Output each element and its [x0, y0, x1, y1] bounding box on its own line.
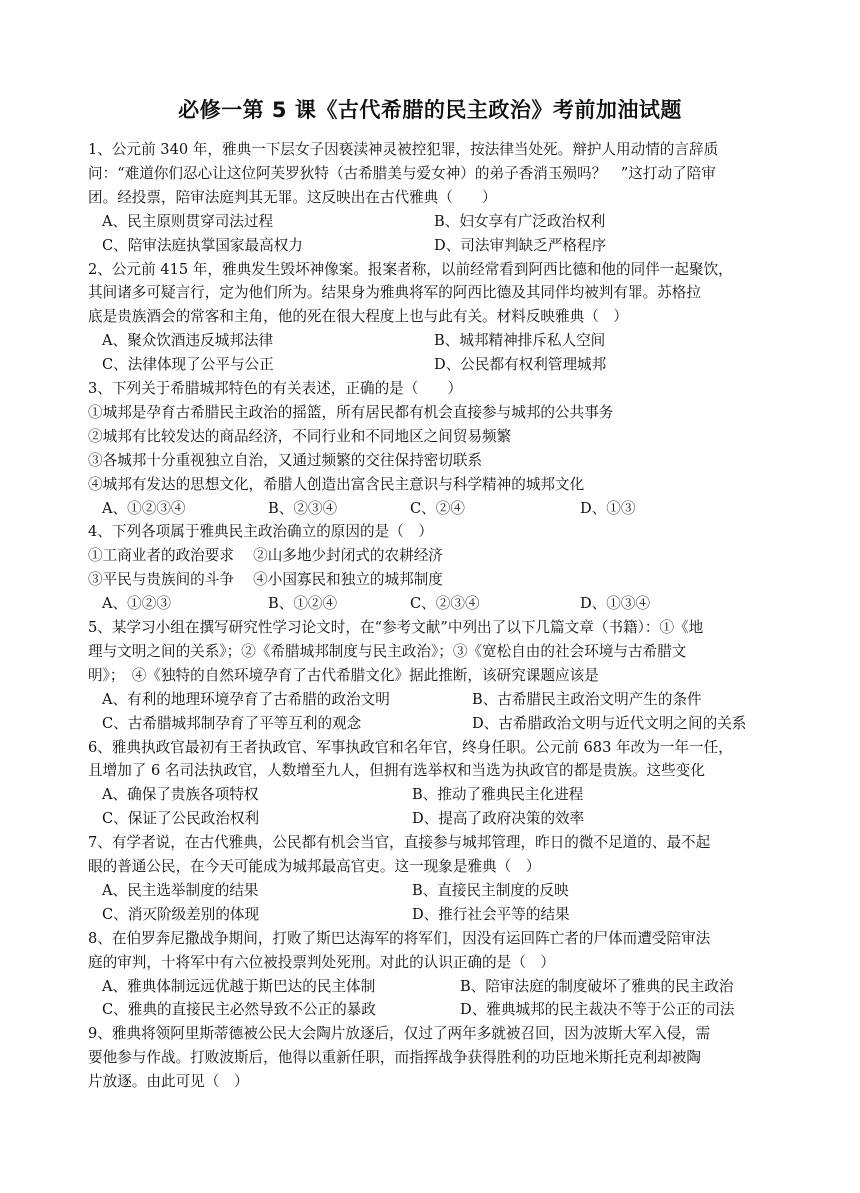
answer-option[interactable]: A、确保了贵族各项特权	[102, 786, 259, 804]
answer-option[interactable]: C、古希腊城邦制孕育了平等互利的观念	[102, 714, 362, 732]
question-text: 7、有学者说，在古代雅典，公民都有机会当官，直接参与城邦管理，昨日的微不足道的、最不起	[88, 834, 711, 852]
options-row	[88, 783, 778, 807]
options-row	[88, 903, 778, 927]
question-text: 问：“难道你们忍心让这位阿芙罗狄特（古希腊美与爱女神）的弟子香消玉殒吗？ ”这打动了陪审	[88, 164, 716, 182]
answer-option[interactable]: C、②④	[410, 499, 465, 517]
question-text: 团。经投票，陪审法庭判其无罪。这反映出在古代雅典（ ）	[88, 188, 497, 206]
options-row	[88, 879, 778, 903]
answer-option[interactable]: A、民主选举制度的结果	[102, 881, 259, 899]
question-text: ①工商业者的政治要求 ②山多地少封闭式的农耕经济	[88, 547, 443, 565]
answer-option[interactable]: D、①③	[580, 499, 636, 517]
options-row	[88, 975, 778, 999]
question-text: ④城邦有发达的思想文化，希腊人创造出富含民主意识与科学精神的城邦文化	[88, 475, 585, 493]
answer-option[interactable]: B、直接民主制度的反映	[412, 881, 569, 899]
answer-option[interactable]: C、保证了公民政治权利	[102, 810, 260, 828]
answer-option[interactable]: D、司法审判缺乏严格程序	[434, 236, 607, 254]
answer-option[interactable]: D、公民都有权利管理城邦	[434, 356, 607, 374]
answer-option[interactable]: B、古希腊民主政治文明产生的条件	[472, 690, 702, 708]
answer-option[interactable]: A、雅典体制远远优越于斯巴达的民主体制	[102, 977, 376, 995]
options-row	[88, 234, 778, 258]
options-row	[88, 497, 778, 521]
options-row	[88, 998, 778, 1022]
question-text: 底是贵族酒会的常客和主角，他的死在很大程度上也与此有关。材料反映雅典（ ）	[88, 308, 628, 326]
page-title: 必修一第 5 课《古代希腊的民主政治》考前加油试题	[178, 98, 682, 122]
question-text: 庭的审判，十将军中有六位被投票判处死刑。对此的认识正确的是（ ）	[88, 953, 556, 971]
answer-option[interactable]: C、法律体现了公平与公正	[102, 356, 274, 374]
question-text: 6、雅典执政官最初有王者执政官、军事执政官和名年官，终身任职。公元前 683 年改为一年一任，	[88, 738, 733, 756]
options-row	[88, 807, 778, 831]
answer-option[interactable]: A、①②③	[102, 595, 171, 613]
question-text: 2、公元前 415 年，雅典发生毁坏神像案。报案者称，以前经常看到阿西比德和他的同伴一起聚饮，	[88, 260, 733, 278]
answer-option[interactable]: C、消灭阶级差别的体现	[102, 905, 260, 923]
question-text: ②城邦有比较发达的商品经济，不同行业和不同地区之间贸易频繁	[88, 427, 512, 445]
answer-option[interactable]: C、②③④	[410, 595, 480, 613]
answer-option[interactable]: D、①③④	[580, 595, 651, 613]
answer-option[interactable]: B、①②④	[268, 595, 338, 613]
question-text: 明》； ④《独特的自然环境孕育了古代希腊文化》据此推断，该研究课题应该是	[88, 666, 599, 684]
answer-option[interactable]: D、推行社会平等的结果	[412, 905, 570, 923]
answer-option[interactable]: B、陪审法庭的制度破坏了雅典的民主政治	[460, 977, 734, 995]
options-row	[88, 353, 778, 377]
question-text: 5、某学习小组在撰写研究性学习论文时，在“参考文献”中列出了以下几篇文章（书籍）：①《地	[88, 619, 704, 636]
question-text: ③平民与贵族间的斗争 ④小国寡民和独立的城邦制度	[88, 571, 443, 589]
options-row	[88, 712, 778, 736]
answer-option[interactable]: C、陪审法庭执掌国家最高权力	[102, 236, 303, 254]
options-row	[88, 329, 778, 353]
options-row	[88, 688, 778, 712]
question-text: 且增加了 6 名司法执政官，人数增至九人，但拥有选举权和当选为执政官的都是贵族。这些变化	[88, 762, 705, 780]
question-text: 其间诸多可疑言行，定为他们所为。结果身为雅典将军的阿西比德及其同伴均被判有罪。苏格拉	[88, 284, 701, 302]
answer-option[interactable]: A、聚众饮酒违反城邦法律	[102, 332, 274, 350]
answer-option[interactable]: B、城邦精神排斥私人空间	[434, 332, 606, 350]
answer-option[interactable]: D、古希腊政治文明与近代文明之间的关系	[472, 714, 747, 732]
answer-option[interactable]: C、雅典的直接民主必然导致不公正的暴政	[102, 1001, 376, 1019]
question-text: 1、公元前 340 年，雅典一下层女子因亵渎神灵被控犯罪，按法律当处死。辩护人用动情的言辞质	[88, 141, 719, 158]
answer-option[interactable]: A、有利的地理环境孕育了古希腊的政治文明	[102, 690, 390, 708]
answer-option[interactable]: B、推动了雅典民主化进程	[412, 786, 584, 804]
answer-option[interactable]: B、②③④	[268, 499, 338, 517]
answer-option[interactable]: A、①②③④	[102, 499, 186, 517]
question-text: 8、在伯罗奔尼撒战争期间，打败了斯巴达海军的将军们，因没有运回阵亡者的尸体而遭受陪审法	[88, 929, 711, 947]
options-row	[88, 210, 778, 234]
question-text: 要他参与作战。打败波斯后，他得以重新任职，而指挥战争获得胜利的功臣地米斯托克利却被陶	[88, 1049, 701, 1067]
question-text: 3、下列关于希腊城邦特色的有关表述，正确的是（ ）	[88, 380, 463, 397]
question-text: ①城邦是孕育古希腊民主政治的摇篮，所有居民都有机会直接参与城邦的公共事务	[88, 403, 614, 421]
answer-option[interactable]: D、提高了政府决策的效率	[412, 810, 585, 828]
question-text: 9、雅典将领阿里斯蒂德被公民大会陶片放逐后，仅过了两年多就被召回，因为波斯大军入侵，需	[88, 1025, 711, 1043]
answer-option[interactable]: A、民主原则贯穿司法过程	[102, 212, 274, 230]
options-row	[88, 592, 778, 616]
question-text: 眼的普通公民，在今天可能成为城邦最高官吏。这一现象是雅典（ ）	[88, 858, 541, 875]
question-text: 4、下列各项属于雅典民主政治确立的原因的是（ ）	[88, 523, 433, 541]
question-text: 理与文明之间的关系》；②《希腊城邦制度与民主政治》；③《宽松自由的社会环境与古希腊文	[88, 642, 687, 660]
question-text: 片放逐。由此可见（ ）	[88, 1073, 249, 1091]
question-text: ③各城邦十分重视独立自治，又通过频繁的交往保持密切联系	[88, 451, 483, 469]
answer-option[interactable]: B、妇女享有广泛政治权利	[434, 212, 606, 230]
answer-option[interactable]: D、雅典城邦的民主裁决不等于公正的司法	[460, 1001, 735, 1019]
